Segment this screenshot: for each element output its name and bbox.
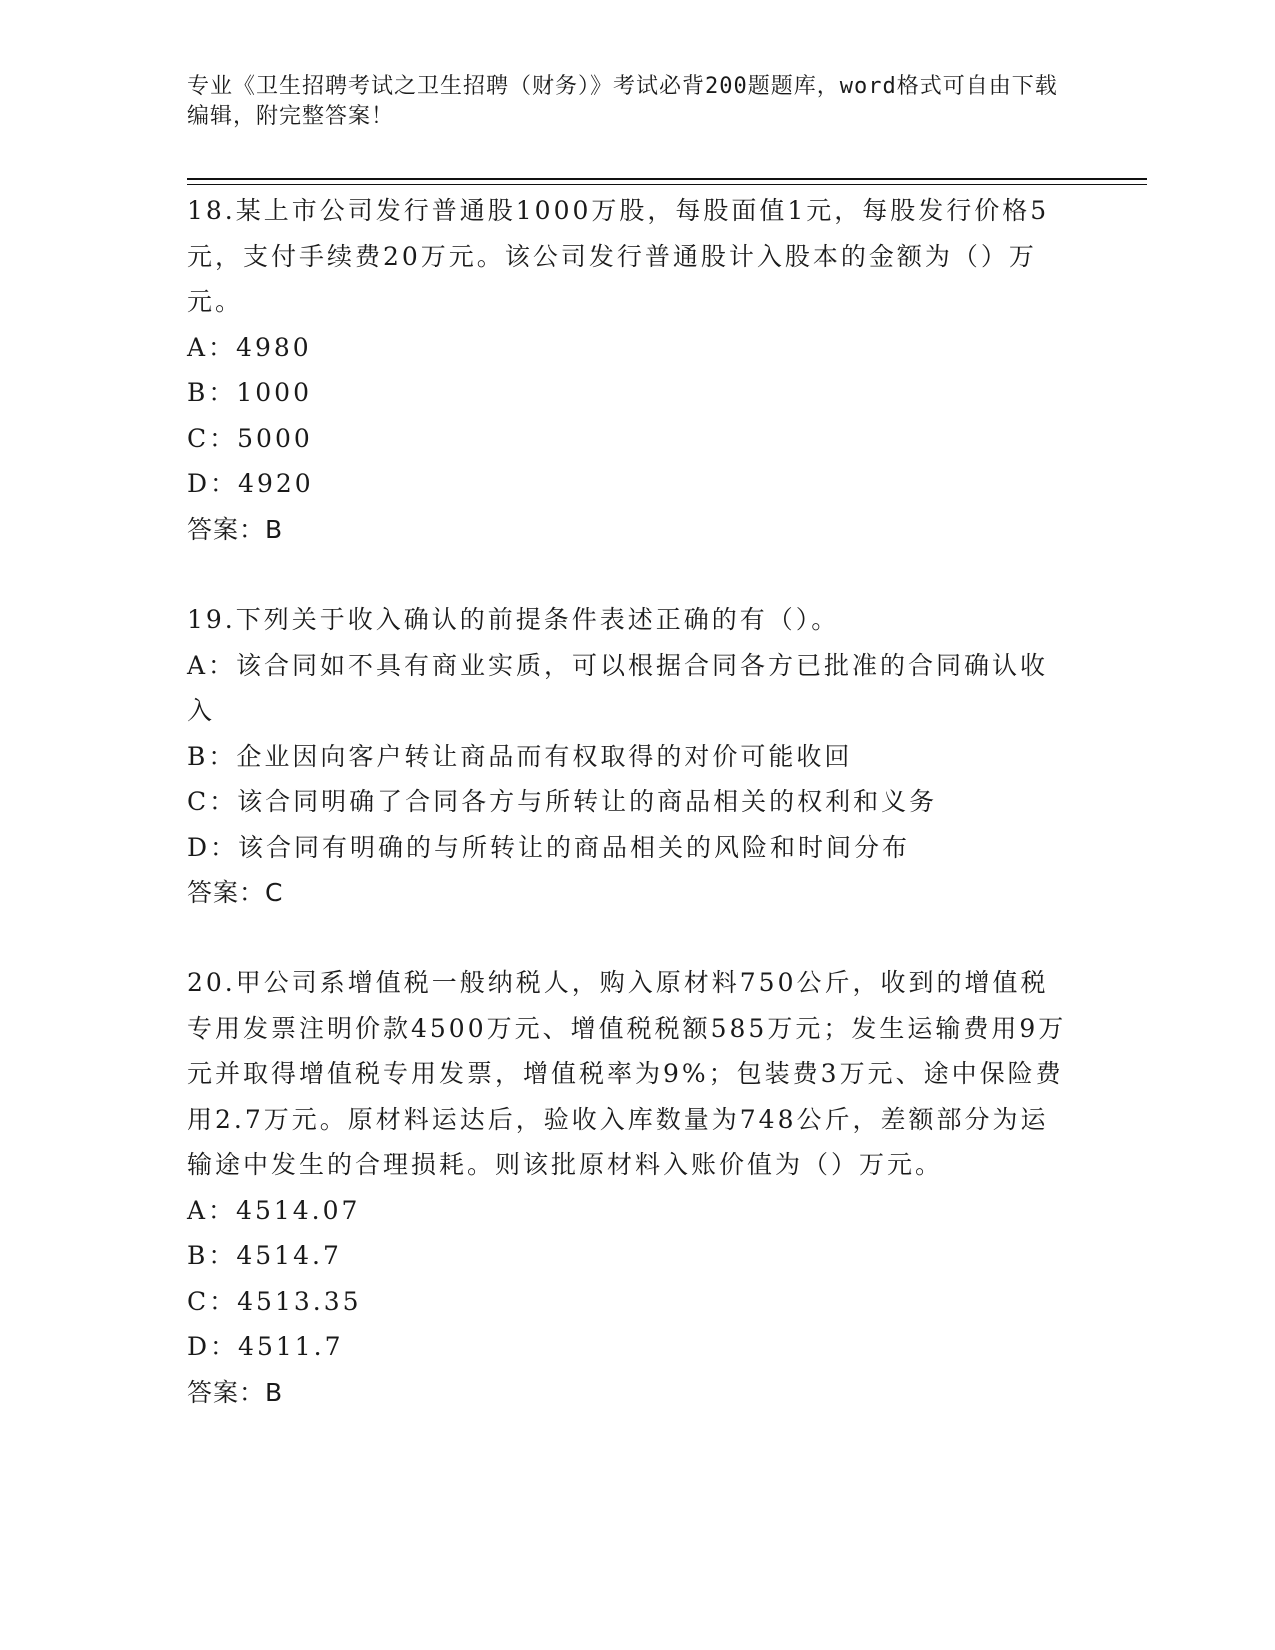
option-a: A：4980 [187,332,312,362]
option-a: A：4514.07 [187,1195,361,1225]
document-header: 专业《卫生招聘考试之卫生招聘（财务）》考试必背200题题库，word格式可自由下载编辑，附完整答案！ [187,74,1058,129]
question-19 [187,597,1067,916]
answer-line: 答案：B [187,1377,284,1407]
option-d: D：4511.7 [187,1332,344,1361]
option-d: D：4920 [187,469,314,498]
question-stem: 19.下列关于收入确认的前提条件表述正确的有（）。 [187,605,840,634]
option-c: C：4513.35 [187,1286,362,1316]
answer-line: 答案：B [187,514,284,544]
question-20 [187,960,1067,1415]
option-a: A：该合同如不具有商业实质，可以根据合同各方已批准的合同确认收入 [187,650,1049,725]
option-c: C：5000 [187,423,313,453]
answer-line: 答案：C [187,878,284,907]
question-stem: 18.某上市公司发行普通股1000万股，每股面值1元，每股发行价格5元，支付手续费20万元。该公司发行普通股计入股本的金额为（）万元。 [187,196,1050,316]
option-b: B：4514.7 [187,1241,342,1270]
question-18 [187,188,1067,552]
option-b: B：1000 [187,378,312,407]
option-d: D：该合同有明确的与所转让的商品相关的风险和时间分布 [187,832,911,862]
header-divider-thick [187,178,1147,180]
option-c: C：该合同明确了合同各方与所转让的商品相关的权利和义务 [187,787,938,816]
option-b: B：企业因向客户转让商品而有权取得的对价可能收回 [187,741,853,771]
header-divider-thin [187,184,1147,185]
question-stem: 20.甲公司系增值税一般纳税人，购入原材料750公斤，收到的增值税专用发票注明价款4500万元、增值税税额585万元；发生运输费用9万元并取得增值税专用发票，增值税率为9%；包装费3万元、途中保险费用2.7万元。原材料运达后，验收入库数量为748公斤，差额部分为运输途中发生的合理损耗。则该批原材料入账价值为（）万元。 [187,968,1067,1179]
